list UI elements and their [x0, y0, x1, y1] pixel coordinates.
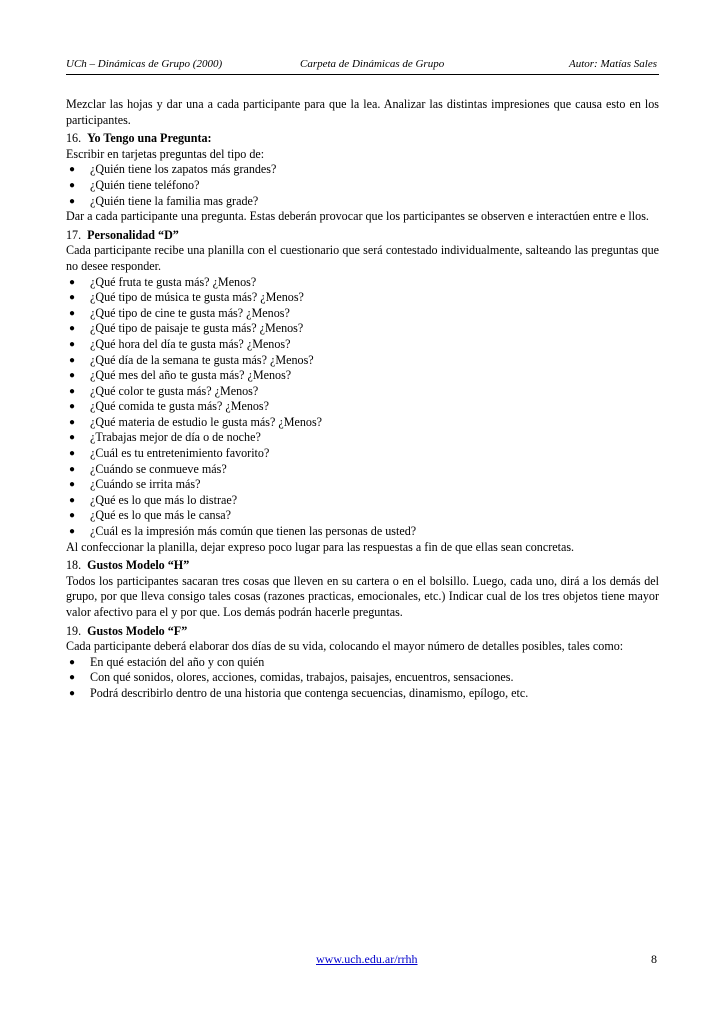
list-item	[66, 306, 659, 322]
list-item	[66, 275, 659, 291]
bullet-icon: ●	[69, 370, 76, 382]
bullet-icon: ●	[69, 656, 76, 668]
section-number: 18.	[66, 558, 82, 573]
list-item	[66, 178, 659, 194]
list-item	[66, 321, 659, 337]
section	[66, 228, 659, 555]
bullet-icon: ●	[69, 432, 76, 444]
section-heading	[66, 558, 659, 574]
header-left-text: UCh – Dinámicas de Grupo (2000)	[66, 58, 223, 70]
section-number: 16.	[66, 131, 82, 146]
bullet-icon: ●	[69, 307, 76, 319]
section-title: Yo Tengo una Pregunta:	[87, 131, 212, 146]
list-item-text: ¿Qué tipo de cine te gusta más? ¿Menos?	[90, 305, 290, 320]
section	[66, 558, 659, 620]
list-item-text: ¿Qué es lo que más lo distrae?	[90, 492, 238, 507]
list-item	[66, 477, 659, 493]
section-lead: Escribir en tarjetas preguntas del tipo de:	[66, 146, 265, 161]
bullet-icon: ●	[69, 526, 76, 538]
list-item-text: ¿Qué mes del año te gusta más? ¿Menos?	[90, 368, 292, 383]
list-item-text: ¿Trabajas mejor de día o de noche?	[90, 430, 261, 445]
list-item-text: ¿Quién tiene teléfono?	[90, 177, 200, 192]
section-lead: Cada participante recibe una planilla con el cuestionario que será contestado individualmente, salteando las preguntas que no desee responder.	[66, 243, 659, 273]
sections-container	[66, 131, 659, 701]
list-item-text: Con qué sonidos, olores, acciones, comidas, trabajos, paisajes, encuentros, sensaciones.	[90, 670, 514, 685]
list-item	[66, 384, 659, 400]
list-item-text: En qué estación del año y con quién	[90, 654, 265, 669]
section-heading	[66, 131, 659, 147]
list-item	[66, 337, 659, 353]
list-item-text: ¿Qué comida te gusta más? ¿Menos?	[90, 399, 269, 414]
section-heading	[66, 624, 659, 640]
list-item	[66, 493, 659, 509]
list-item-text: ¿Qué fruta te gusta más? ¿Menos?	[90, 274, 257, 289]
list-item-text: ¿Cuándo se conmueve más?	[90, 461, 227, 476]
bullet-icon: ●	[69, 276, 76, 288]
list-item-text: ¿Qué tipo de paisaje te gusta más? ¿Menos?	[90, 321, 304, 336]
bullet-icon: ●	[69, 463, 76, 475]
section-lead: Todos los participantes sacaran tres cosas que lleven en su cartera o en el bolsillo. Luego, cada uno, dirá a los demás del grupo, por que lleva consigo tales cosas (razones practicas, emocionales, etc.) Indicar cual de los tres objetos tiene mayor valor afectivo para el y por que. Los demás podrán hacerle preguntas.	[66, 573, 659, 619]
section-title: Gustos Modelo “H”	[87, 558, 190, 573]
section-title: Gustos Modelo “F”	[87, 623, 188, 638]
section	[66, 624, 659, 702]
bullet-icon: ●	[69, 385, 76, 397]
section	[66, 131, 659, 225]
list-item-text: ¿Cuál es la impresión más común que tienen las personas de usted?	[90, 524, 417, 539]
list-item-text: Podrá describirlo dentro de una historia que contenga secuencias, dinamismo, epílogo, etc.	[90, 685, 529, 700]
section-heading	[66, 228, 659, 244]
list-item-text: ¿Qué color te gusta más? ¿Menos?	[90, 383, 259, 398]
list-item-text: ¿Qué materia de estudio le gusta más? ¿Menos?	[90, 414, 323, 429]
list-item	[66, 162, 659, 178]
list-item	[66, 353, 659, 369]
bullet-icon: ●	[69, 687, 76, 699]
section-number: 17.	[66, 227, 82, 242]
list-item	[66, 430, 659, 446]
bullet-icon: ●	[69, 479, 76, 491]
section-title: Personalidad “D”	[87, 227, 179, 242]
bullet-icon: ●	[69, 292, 76, 304]
section-number: 19.	[66, 623, 82, 638]
bullet-icon: ●	[69, 401, 76, 413]
list-item	[66, 462, 659, 478]
section-lead: Cada participante deberá elaborar dos días de su vida, colocando el mayor número de detalles posibles, tales como:	[66, 639, 624, 654]
document-body	[66, 97, 659, 702]
bullet-icon: ●	[69, 494, 76, 506]
list-item	[66, 290, 659, 306]
list-item-text: ¿Qué hora del día te gusta más? ¿Menos?	[90, 336, 291, 351]
list-item	[66, 655, 659, 671]
list-item-text: ¿Cuándo se irrita más?	[90, 477, 201, 492]
list-item	[66, 524, 659, 540]
list-item	[66, 415, 659, 431]
header-center-text: Carpeta de Dinámicas de Grupo	[300, 58, 445, 70]
bullet-icon: ●	[69, 164, 76, 176]
list-item	[66, 399, 659, 415]
bullet-icon: ●	[69, 510, 76, 522]
section-closing: Al confeccionar la planilla, dejar expreso poco lugar para las respuestas a fin de que ellas sean concretas.	[66, 539, 575, 554]
list-item-text: ¿Qué día de la semana te gusta más? ¿Menos?	[90, 352, 314, 367]
page-number: 8	[651, 952, 657, 966]
section-closing: Dar a cada participante una pregunta. Estas deberán provocar que los participantes se observen e interactúen entre e llos.	[66, 209, 649, 224]
list-item-text: ¿Qué tipo de música te gusta más? ¿Menos?	[90, 290, 304, 305]
list-item	[66, 686, 659, 702]
bullet-icon: ●	[69, 323, 76, 335]
bullet-icon: ●	[69, 338, 76, 350]
bullet-icon: ●	[69, 672, 76, 684]
bullet-list	[66, 275, 659, 540]
list-item-text: ¿Qué es lo que más le cansa?	[90, 508, 232, 523]
footer-link[interactable]: www.uch.edu.ar/rrhh	[316, 952, 418, 966]
list-item	[66, 368, 659, 384]
bullet-icon: ●	[69, 416, 76, 428]
list-item-text: ¿Quién tiene la familia mas grade?	[90, 193, 259, 208]
list-item-text: ¿Cuál es tu entretenimiento favorito?	[90, 446, 270, 461]
header-right-text: Autor: Matías Sales	[569, 58, 657, 70]
list-item	[66, 670, 659, 686]
list-item	[66, 194, 659, 210]
bullet-icon: ●	[69, 195, 76, 207]
list-item-text: ¿Quién tiene los zapatos más grandes?	[90, 162, 277, 177]
page-header	[66, 54, 659, 75]
bullet-icon: ●	[69, 448, 76, 460]
bullet-icon: ●	[69, 179, 76, 191]
list-item	[66, 508, 659, 524]
list-item	[66, 446, 659, 462]
bullet-list	[66, 655, 659, 702]
intro-paragraph: Mezclar las hojas y dar una a cada participante para que la lea. Analizar las distintas impresiones que causa esto en los participantes.	[66, 97, 659, 127]
bullet-icon: ●	[69, 354, 76, 366]
bullet-list	[66, 162, 659, 209]
